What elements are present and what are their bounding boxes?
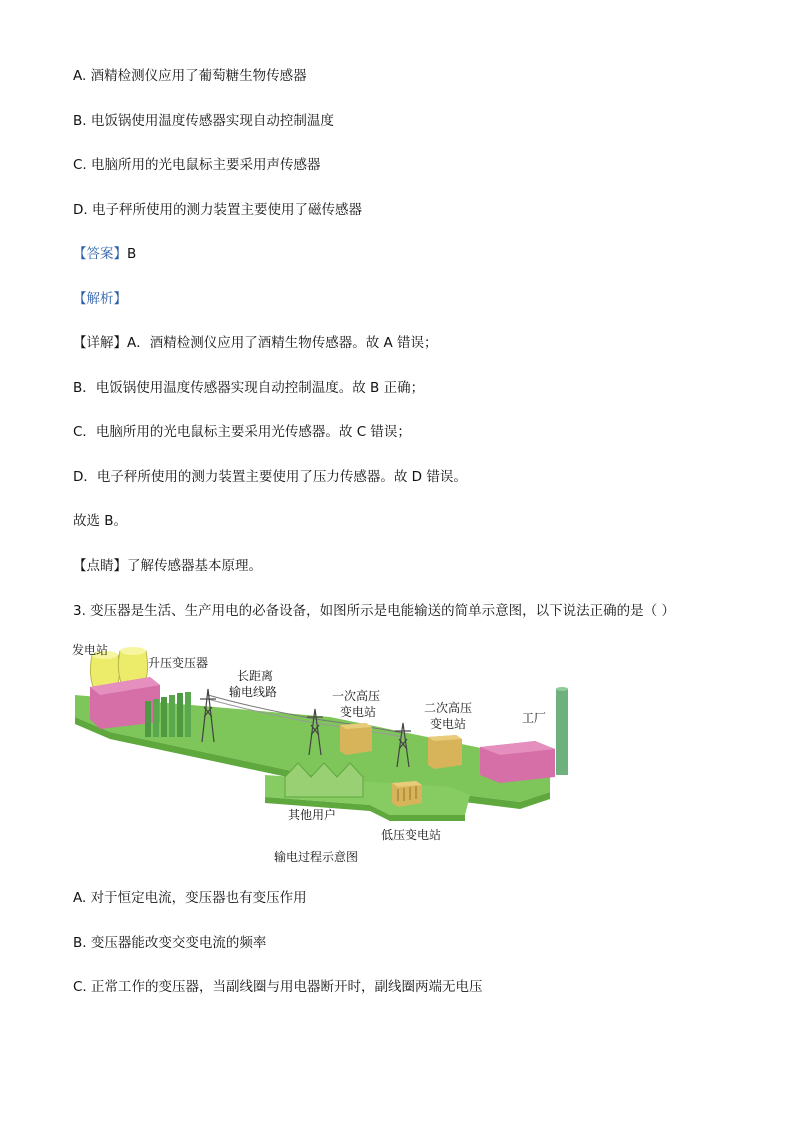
cooling-tower-right-top: [120, 647, 146, 655]
label-factory: 工厂: [522, 711, 547, 725]
label-primary-substation-2: 变电站: [340, 705, 377, 719]
detail-a: A．酒精检测仪应用了酒精生物传感器。故 A 错误；: [127, 335, 438, 351]
label-long-distance-2: 输电线路: [229, 685, 278, 699]
option-c: C. 电脑所用的光电鼠标主要采用声传感器: [73, 157, 321, 173]
other-users-houses: [285, 763, 363, 797]
question-3-stem: 3. 变压器是生活、生产用电的必备设备，如图所示是电能输送的简单示意图，以下说法正确的是（ ）: [73, 603, 675, 619]
label-primary-substation-1: 一次高压: [332, 689, 381, 703]
transmission-illustration: [70, 637, 590, 869]
detail-c: C．电脑所用的光电鼠标主要采用光传感器。故 C 错误；: [73, 424, 411, 440]
conclusion: 故选 B。: [73, 513, 128, 529]
comment-line: [73, 556, 262, 576]
q3-option-c: C. 正常工作的变压器，当副线圈与用电器断开时，副线圈两端无电压: [73, 979, 483, 995]
low-voltage-substation-box: [392, 781, 422, 807]
answer-line: [73, 244, 136, 264]
detail-d: D．电子秤所使用的测力装置主要使用了压力传感器。故 D 错误。: [73, 469, 467, 485]
factory-chimney-top: [556, 687, 568, 691]
label-secondary-substation-2: 变电站: [430, 717, 467, 731]
answer-tag: 【答案】: [73, 246, 127, 262]
answer-value: B: [127, 246, 137, 262]
detail-b: B．电饭锅使用温度传感器实现自动控制温度。故 B 正确；: [73, 380, 425, 396]
label-step-up-transformer: 升压变压器: [148, 656, 209, 670]
label-power-plant: 发电站: [72, 643, 109, 657]
comment-text: 了解传感器基本原理。: [127, 558, 262, 574]
analysis-tag: 【解析】: [73, 291, 127, 307]
primary-substation-box: [340, 723, 372, 755]
secondary-substation-box: [428, 735, 462, 769]
label-other-users: 其他用户: [288, 808, 337, 822]
factory-chimney: [556, 689, 568, 775]
figure-caption: 输电过程示意图: [274, 850, 359, 864]
q3-option-a: A. 对于恒定电流，变压器也有变压作用: [73, 890, 307, 906]
option-b: B. 电饭锅使用温度传感器实现自动控制温度: [73, 113, 334, 129]
power-transmission-figure: [70, 637, 590, 869]
label-secondary-substation-1: 二次高压: [424, 701, 473, 715]
option-a: A. 酒精检测仪应用了葡萄糖生物传感器: [73, 68, 307, 84]
comment-tag: 【点睛】: [73, 558, 127, 574]
label-low-voltage-substation: 低压变电站: [381, 828, 442, 842]
q3-option-b: B. 变压器能改变交变电流的频率: [73, 935, 267, 951]
label-long-distance-1: 长距离: [237, 669, 274, 683]
option-d: D. 电子秤所使用的测力装置主要使用了磁传感器: [73, 202, 362, 218]
detail-tag: 【详解】: [73, 335, 127, 351]
detail-a-line: [73, 333, 438, 353]
